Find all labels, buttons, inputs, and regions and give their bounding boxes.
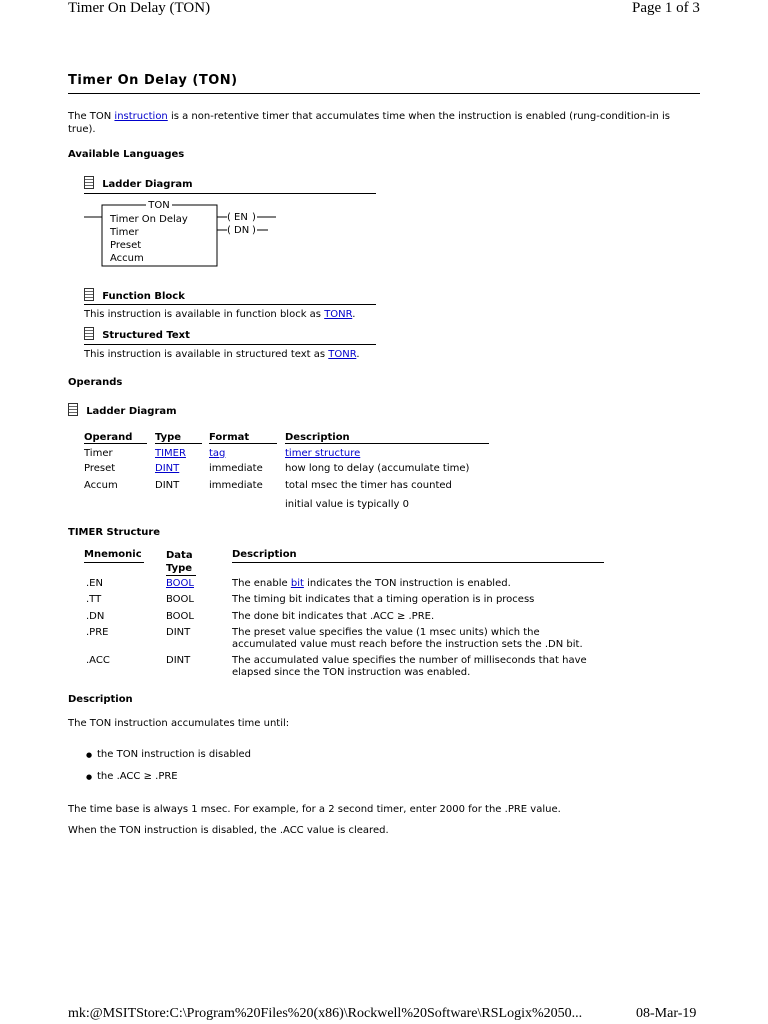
timer-description-text: The enable [232, 578, 291, 589]
timer-header-rule [166, 575, 196, 576]
timer-header-rule [84, 562, 144, 563]
operands-header-rule [285, 443, 489, 444]
ladder-diagram-header [84, 176, 193, 192]
operands-header-rule [155, 443, 202, 444]
operands-ladder-header [68, 403, 177, 419]
description-paragraph: The time base is always 1 msec. For example, for a 2 second timer, enter 2000 for the .PRE value. [68, 804, 561, 815]
title-divider [68, 93, 700, 94]
document-icon [84, 176, 94, 189]
bit-link[interactable]: bit [290, 578, 304, 589]
en-output-close: ) [252, 212, 256, 223]
footer-url: mk:@MSITStore:C:\Program%20Files%20(x86)\Rockwell%20Software\RSLogix%2050... [68, 1006, 583, 1021]
operand-name: Preset [84, 463, 116, 474]
instruction-link[interactable]: instruction [114, 111, 168, 122]
timer-mnemonic: .DN [86, 611, 105, 622]
bool-type-link[interactable]: BOOL [166, 578, 194, 589]
timer-header-rule [232, 562, 604, 563]
tonr-link[interactable]: TONR [324, 309, 353, 320]
timer-description: The done bit indicates that .ACC ≥ .PRE. [232, 611, 435, 622]
page-title: Timer On Delay (TON) [68, 73, 238, 88]
function-block-period: . [352, 309, 356, 320]
timer-mnemonic: .PRE [86, 627, 109, 638]
operands-heading: Operands [68, 377, 123, 388]
en-output-label: EN [234, 212, 248, 223]
ton-block-line: Accum [110, 253, 144, 264]
description-lead: The TON instruction accumulates time until: [68, 718, 290, 729]
timer-description [232, 578, 511, 590]
structured-text-sentence: This instruction is available in structured text as [84, 349, 329, 360]
operand-description: how long to delay (accumulate time) [285, 463, 470, 474]
structured-text-icon [84, 327, 94, 340]
function-block-rule [84, 304, 376, 305]
timer-type: DINT [166, 627, 191, 638]
timer-type-link[interactable]: TIMER [155, 448, 186, 459]
operand-format: immediate [209, 480, 263, 491]
available-languages-heading: Available Languages [68, 149, 185, 160]
dn-output-close: ) [252, 225, 256, 236]
ton-block-line: Timer On Delay [110, 214, 188, 225]
operands-col-description: Description [285, 432, 350, 443]
dint-type-link[interactable]: DINT [155, 463, 180, 474]
operand-type: DINT [155, 480, 180, 491]
operand-extra-description: initial value is typically 0 [285, 499, 409, 510]
ladder-diagram-rule [84, 193, 376, 194]
operand-format: immediate [209, 463, 263, 474]
intro-text-before: The TON [68, 111, 115, 122]
structured-text-rule [84, 344, 376, 345]
header-title: Timer On Delay (TON) [68, 0, 211, 16]
ton-block-name: TON [148, 200, 170, 211]
document-icon [68, 403, 78, 416]
operand-name: Accum [84, 480, 118, 491]
timer-description: The preset value specifies the value (1 msec units) which the accumulated value must reach before the instruction sets the .DN bit. [232, 627, 583, 650]
timer-structure-link[interactable]: timer structure [285, 448, 361, 459]
structured-text-label: Structured Text [102, 330, 190, 341]
dn-output-label: DN [234, 225, 250, 236]
function-block-icon [84, 288, 94, 301]
timer-description-text: indicates the TON instruction is enabled. [303, 578, 511, 589]
ton-block-line: Preset [110, 240, 142, 251]
timer-description: The accumulated value specifies the number of milliseconds that have elapsed since the TON instruction was enabled. [232, 655, 587, 678]
operand-description: total msec the timer has counted [285, 480, 452, 491]
function-block-text [84, 309, 355, 320]
operands-col-type: Type [155, 432, 182, 443]
structured-text-period: . [356, 349, 360, 360]
ton-block-line: Timer [110, 227, 139, 238]
tonr-link[interactable]: TONR [328, 349, 357, 360]
timer-description: The timing bit indicates that a timing operation is in process [232, 594, 535, 605]
timer-mnemonic: .ACC [86, 655, 110, 666]
timer-structure-heading: TIMER Structure [68, 527, 161, 538]
ton-ladder-block [84, 198, 284, 270]
page-number: Page 1 of 3 [632, 0, 700, 16]
timer-type: BOOL [166, 611, 194, 622]
structured-text-text [84, 349, 360, 360]
description-heading: Description [68, 694, 133, 705]
tag-format-link[interactable]: tag [209, 448, 226, 459]
timer-mnemonic: .EN [86, 578, 103, 589]
timer-col-data-type: Data Type [166, 550, 193, 574]
operands-ladder-label: Ladder Diagram [86, 406, 177, 417]
function-block-label: Function Block [102, 291, 185, 302]
footer-date: 08-Mar-19 [636, 1006, 697, 1021]
timer-col-description: Description [232, 549, 297, 560]
operand-name: Timer [84, 448, 113, 459]
timer-type: DINT [166, 655, 191, 666]
operands-header-rule [209, 443, 277, 444]
timer-type: BOOL [166, 594, 194, 605]
en-output-open: ( [227, 212, 231, 223]
description-bullet [86, 771, 178, 782]
description-bullet-text: the .ACC ≥ .PRE [97, 771, 178, 782]
description-paragraph: When the TON instruction is disabled, the .ACC value is cleared. [68, 825, 389, 836]
operands-col-format: Format [209, 432, 250, 443]
timer-mnemonic: .TT [86, 594, 102, 605]
operands-header-rule [84, 443, 147, 444]
description-bullet-text: the TON instruction is disabled [97, 749, 252, 760]
description-bullet [86, 749, 251, 760]
ladder-diagram-label: Ladder Diagram [102, 179, 193, 190]
structured-text-header [84, 327, 190, 343]
dn-output-open: ( [227, 225, 231, 236]
timer-col-mnemonic: Mnemonic [84, 549, 142, 560]
intro-paragraph [68, 110, 700, 136]
function-block-header [84, 288, 185, 304]
function-block-sentence: This instruction is available in function block as [84, 309, 325, 320]
operands-col-operand: Operand [84, 432, 133, 443]
intro-text-after: is a non-retentive timer that accumulates time when the instruction is enabled (rung-condition-in is true). [68, 111, 670, 135]
